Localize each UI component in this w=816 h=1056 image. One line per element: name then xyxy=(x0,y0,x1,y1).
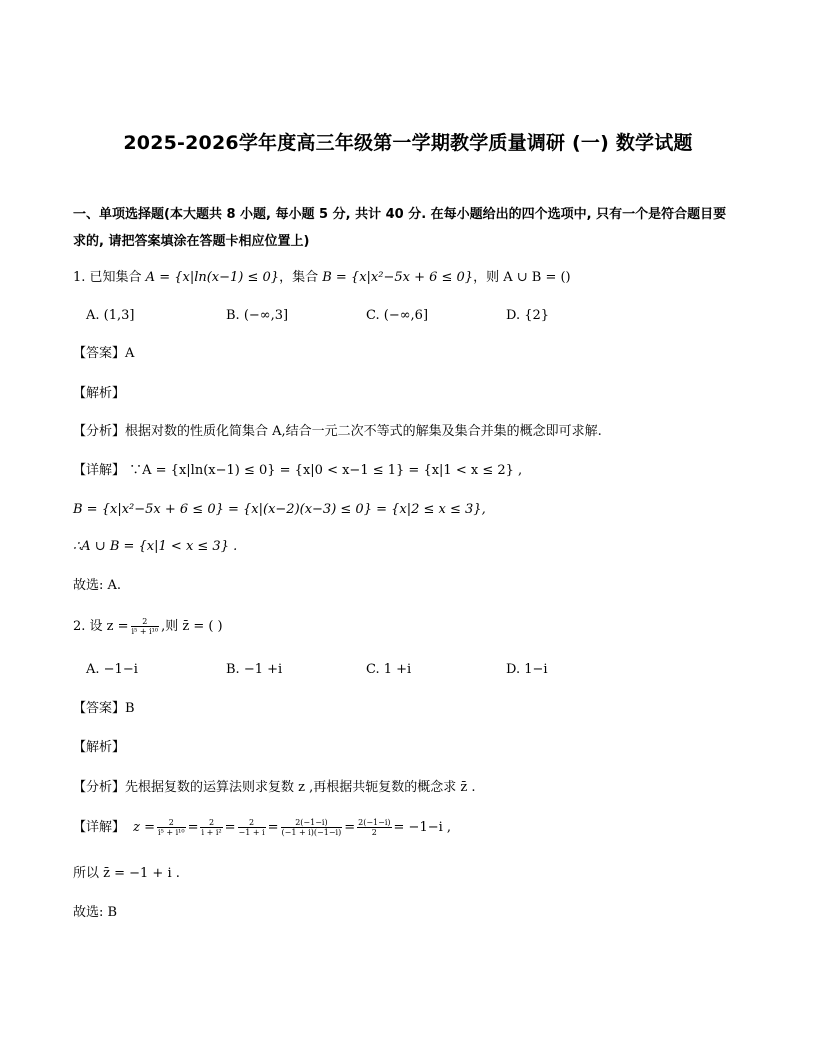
q2-option-c: C. 1 +i xyxy=(366,662,412,677)
q1-fenxi: 【分析】根据对数的性质化简集合 A,结合一元二次不等式的解集及集合并集的概念即可求解. xyxy=(73,424,602,439)
question-1 xyxy=(73,268,571,288)
frac-num: 2(−1−i) xyxy=(358,818,391,827)
q1-option-c: C. (−∞,6] xyxy=(366,308,429,323)
q1-analysis-label: 【解析】 xyxy=(73,386,126,401)
q2-detail-label: 【详解】 xyxy=(73,820,126,835)
q2-choose: 故选: B xyxy=(73,905,118,920)
q2-detail-frac-5 xyxy=(357,818,391,837)
q2-answer: 【答案】B xyxy=(73,701,135,716)
q2-option-d: D. 1−i xyxy=(506,662,548,677)
frac-den: −1 + i xyxy=(238,828,265,837)
frac-num: 2 xyxy=(208,818,215,827)
q2-option-b: B. −1 +i xyxy=(226,662,283,677)
q2-detail-frac-2 xyxy=(200,818,222,837)
q1-mid: ，集合 xyxy=(279,270,323,285)
q1-detail-1: 【详解】 ∵A = {x|ln(x−1) ≤ 0} = {x|0 < x−1 ≤ 1} = {x|1 < x ≤ 2} , xyxy=(73,463,523,478)
q2-detail-z: z = xyxy=(133,820,156,835)
q2-analysis-label: 【解析】 xyxy=(73,740,126,755)
q2-fenxi: 【分析】先根据复数的运算法则求复数 z ,再根据共轭复数的概念求 z̄ . xyxy=(73,780,476,795)
q1-set-a: A = {x|ln(x−1) ≤ 0} xyxy=(145,270,280,285)
frac-den: (−1 + i)(−1−i) xyxy=(281,828,342,837)
section-heading-line1: 一、单项选择题(本大题共 8 小题, 每小题 5 分, 共计 40 分. 在每小题给出的四个选项中, 只有一个是符合题目要 xyxy=(73,207,727,222)
q2-suffix: ,则 z̄ = ( ) xyxy=(161,619,223,634)
q1-prefix: 1. 已知集合 xyxy=(73,270,146,285)
section-heading-line2: 求的, 请把答案填涂在答题卡相应位置上) xyxy=(73,234,310,249)
frac-den: 2 xyxy=(357,827,391,837)
q2-option-a: A. −1−i xyxy=(86,662,138,677)
frac-num: 2(−1−i) xyxy=(295,818,328,827)
q1-option-d: D. {2} xyxy=(506,308,550,323)
q2-detail-end: = −1−i , xyxy=(393,820,452,835)
q1-detail-3: ∴A ∪ B = {x|1 < x ≤ 3} . xyxy=(73,539,238,554)
q1-suffix: ，则 A ∪ B = () xyxy=(473,270,571,285)
q1-set-b: B = {x|x²−5x + 6 ≤ 0} xyxy=(322,270,474,285)
frac-num: 2 xyxy=(168,818,174,827)
q2-conclusion: 所以 z̄ = −1 + i . xyxy=(73,866,180,881)
q2-detail-frac-4 xyxy=(281,818,343,837)
frac-den: i⁵ + i¹⁰ xyxy=(158,828,185,837)
q1-option-a: A. (1,3] xyxy=(86,308,135,323)
q2-detail: 【详解】 z = $\frac{2}{\text{i⁵ + i¹⁰}}$ = $\frac{2}{\text{i + i²}}$ = $\frac{2}{-1 + i}$ = $\frac{2(-1-i)}{(-1 + i)(-1-i)}$ = $\frac{2(-1-i)}{2}$ = −1−i , xyxy=(73,818,452,837)
q2-frac-num: 2 xyxy=(142,617,148,626)
page-title: 2025-2026学年度高三年级第一学期教学质量调研 (一) 数学试题 xyxy=(123,132,693,154)
q1-choose: 故选: A. xyxy=(73,578,122,593)
frac-den: i + i² xyxy=(201,828,222,837)
q1-option-b: B. (−∞,3] xyxy=(226,308,289,323)
frac-num: 2 xyxy=(249,818,255,827)
q2-detail-frac-1 xyxy=(157,818,186,837)
q1-detail-2: B = {x|x²−5x + 6 ≤ 0} = {x|(x−2)(x−3) ≤ 0} = {x|2 ≤ x ≤ 3}, xyxy=(73,502,486,517)
q2-detail-frac-3 xyxy=(238,818,266,837)
q1-answer: 【答案】A xyxy=(73,346,135,361)
q2-prefix: 2. 设 z = xyxy=(73,619,129,634)
question-2 xyxy=(73,617,223,637)
q2-frac-den: i⁵ + i¹⁰ xyxy=(131,627,159,636)
q2-fraction xyxy=(131,617,160,636)
